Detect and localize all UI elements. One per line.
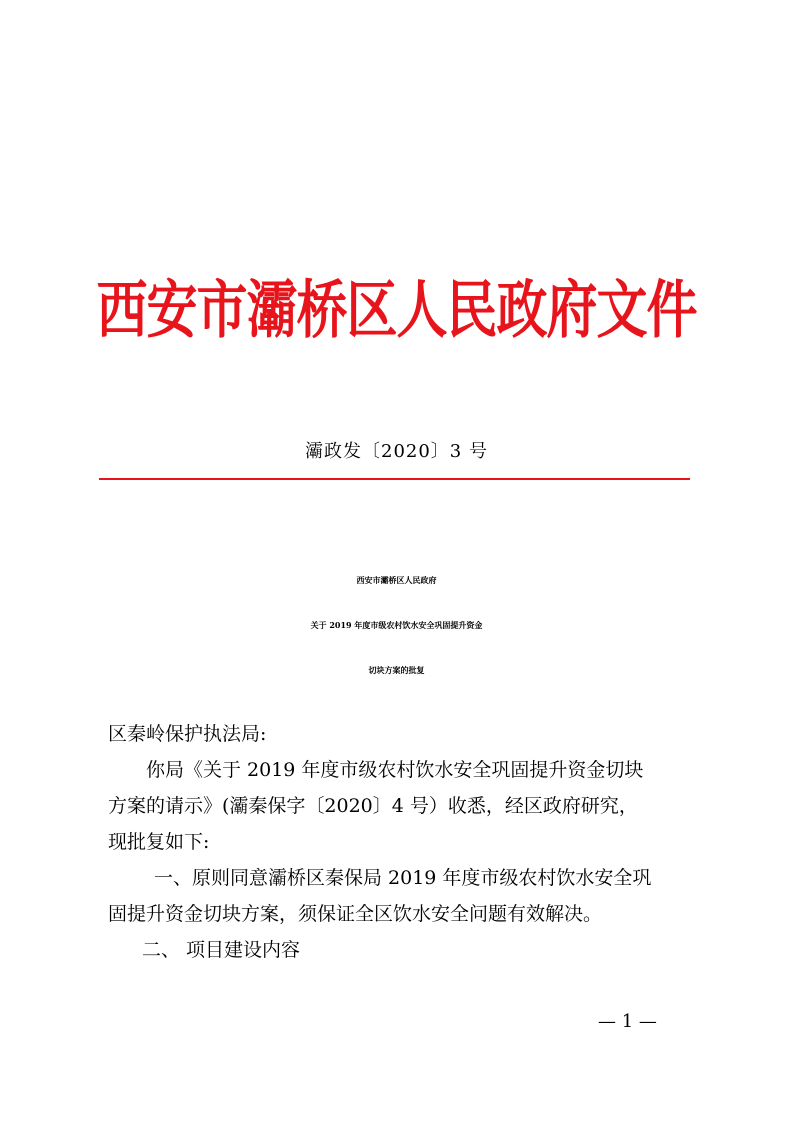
red-divider-line bbox=[99, 478, 690, 480]
paragraph-1-line-2: 方案的请示》(灞秦保字〔2020〕4 号）收悉，经区政府研究， bbox=[108, 795, 638, 817]
item-1-line-1: 一、原则同意灞桥区秦保局 2019 年度市级农村饮水安全巩 bbox=[154, 867, 652, 889]
document-body bbox=[108, 716, 688, 968]
item-1-line-2: 固提升资金切块方案，须保证全区饮水安全问题有效解决。 bbox=[108, 903, 603, 925]
page-number: — 1 — bbox=[598, 1011, 657, 1032]
issuer-title: 西安市灞桥区人民政府文件 bbox=[96, 274, 697, 348]
document-title bbox=[0, 558, 793, 693]
title-line-1: 西安市灞桥区人民政府 bbox=[356, 575, 437, 585]
document-number: 灞政发〔2020〕3 号 bbox=[305, 441, 488, 462]
title-line-2: 关于 2019 年度市级农村饮水安全巩固提升资金 bbox=[310, 620, 483, 630]
paragraph-1-line-1: 你局《关于 2019 年度市级农村饮水安全巩固提升资金切块 bbox=[146, 759, 644, 781]
title-line-3: 切块方案的批复 bbox=[368, 665, 425, 675]
paragraph-1-line-3: 现批复如下: bbox=[108, 831, 210, 853]
item-2-heading: 二、 项目建设内容 bbox=[142, 939, 301, 961]
addressee: 区秦岭保护执法局: bbox=[108, 723, 267, 745]
